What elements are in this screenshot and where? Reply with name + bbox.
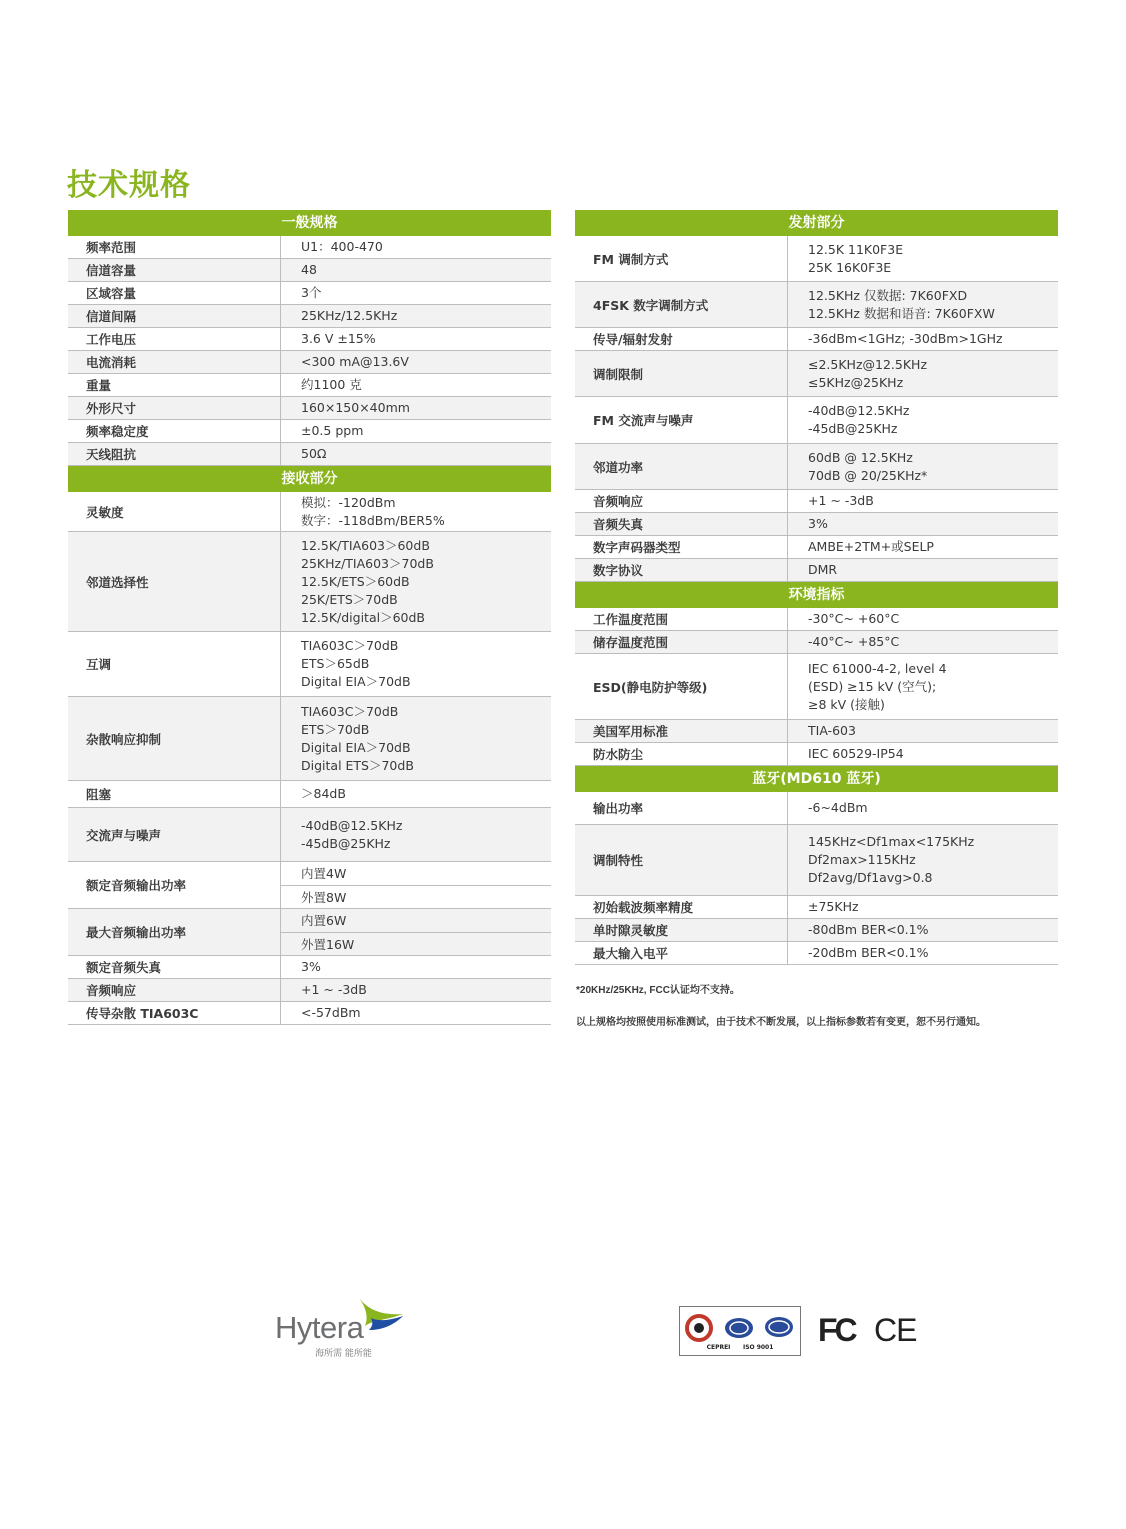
spec-value: [788, 654, 1058, 719]
spec-value: [281, 282, 551, 304]
ce-logo: CE: [874, 1312, 917, 1348]
spec-value-line: -20dBm BER<0.1%: [808, 945, 929, 960]
spec-value: [788, 631, 1058, 653]
spec-value-line: -45dB@25KHz: [808, 421, 898, 436]
spec-value-line: Digital EIA＞70dB: [301, 674, 411, 689]
spec-value-line: -40dB@12.5KHz: [301, 817, 403, 833]
spec-value: [281, 236, 551, 258]
spec-label: 灵敏度: [68, 492, 281, 531]
spec-row: [575, 743, 1058, 766]
spec-row: [68, 351, 551, 374]
spec-row: [68, 492, 551, 532]
spec-label: ESD(静电防护等级): [575, 654, 788, 719]
spec-value: [788, 351, 1058, 396]
fcc-logo: FC: [818, 1312, 855, 1348]
spec-label: 美国军用标准: [575, 720, 788, 742]
spec-row: [68, 282, 551, 305]
spec-value-line: 160×150×40mm: [301, 400, 410, 415]
spec-value-line: ＞84dB: [301, 786, 346, 801]
hytera-logo: [275, 1296, 415, 1360]
hytera-slogan: 海所需 能所能: [315, 1349, 372, 1359]
spec-value-line: ≤5KHz@25KHz: [808, 374, 904, 390]
spec-value-line: U1：400-470: [301, 239, 383, 254]
spec-value: [281, 956, 551, 978]
spec-value-line: ±75KHz: [808, 899, 859, 914]
spec-label: 4FSK 数字调制方式: [575, 282, 788, 327]
spec-value-line: Df2avg/Df1avg>0.8: [808, 870, 933, 885]
spec-label: 音频响应: [68, 979, 281, 1001]
spec-label: 交流声与噪声: [68, 808, 281, 861]
ceprei-icon: [684, 1313, 714, 1343]
spec-value-line: 25K/ETS＞70dB: [301, 591, 398, 607]
spec-value-line: -6~4dBm: [808, 800, 868, 815]
spec-value-line: 约1100 克: [301, 377, 362, 392]
spec-value: [281, 532, 551, 631]
spec-value-line: 3个: [301, 285, 322, 300]
spec-value: [788, 444, 1058, 489]
spec-value-line: <300 mA@13.6V: [301, 354, 409, 369]
spec-value-line: -30°C~ +60°C: [808, 611, 900, 626]
spec-row: [68, 397, 551, 420]
spec-label: 数字协议: [575, 559, 788, 581]
spec-value-line: 模拟：-120dBm: [301, 494, 396, 510]
spec-value-line: 3.6 V ±15%: [301, 331, 376, 346]
spec-label: 音频失真: [575, 513, 788, 535]
spec-value-line: 12.5K 11K0F3E: [808, 241, 904, 257]
spec-table: [575, 792, 1058, 965]
cnas-icon: [764, 1313, 794, 1343]
spec-value-line: ETS＞65dB: [301, 656, 370, 671]
spec-value-line: 25KHz/12.5KHz: [301, 308, 398, 323]
spec-value-line: ±0.5 ppm: [301, 423, 364, 438]
spec-value-line: Digital EIA＞70dB: [301, 739, 411, 755]
spec-value: [281, 862, 551, 908]
spec-row: [575, 654, 1058, 720]
spec-row: [68, 808, 551, 862]
spec-value-line: -36dBm<1GHz; -30dBm>1GHz: [808, 331, 1003, 346]
spec-value-line: Digital ETS＞70dB: [301, 757, 414, 773]
spec-row: [575, 282, 1058, 328]
spec-value: [281, 305, 551, 327]
spec-value-line: 12.5K/ETS＞60dB: [301, 573, 410, 589]
spec-row: [575, 328, 1058, 351]
spec-value: [788, 743, 1058, 765]
spec-row: [68, 305, 551, 328]
spec-label: 防水防尘: [575, 743, 788, 765]
disclaimer: 以上规格均按照使用标准测试，由于技术不断发展，以上指标参数若有变更，恕不另行通知。: [576, 1017, 986, 1028]
spec-value: [281, 492, 551, 531]
spec-label: 阻塞: [68, 781, 281, 807]
spec-row: [575, 896, 1058, 919]
spec-value-line: 70dB @ 20/25KHz*: [808, 467, 928, 483]
spec-value: [281, 351, 551, 373]
spec-label: 数字声码器类型: [575, 536, 788, 558]
spec-value-line: Df2max>115KHz: [808, 852, 916, 867]
spec-value: [281, 259, 551, 281]
spec-value: [788, 328, 1058, 350]
spec-row: [68, 781, 551, 808]
spec-label: 邻道选择性: [68, 532, 281, 631]
spec-value: [788, 792, 1058, 824]
spec-value-line: 12.5K/digital＞60dB: [301, 609, 426, 625]
section-header: 接收部分: [68, 466, 551, 492]
spec-label: 输出功率: [575, 792, 788, 824]
spec-row: [575, 490, 1058, 513]
spec-value-line: +1 ~ -3dB: [301, 982, 367, 997]
spec-value-line: +1 ~ -3dB: [808, 493, 874, 508]
spec-row: [575, 559, 1058, 582]
spec-row: [68, 632, 551, 697]
spec-value: [281, 781, 551, 807]
spec-value: [788, 282, 1058, 327]
spec-label: FM 交流声与噪声: [575, 397, 788, 443]
spec-label: 初始载波频率精度: [575, 896, 788, 918]
spec-row: [575, 720, 1058, 743]
section-header: 蓝牙(MD610 蓝牙): [575, 766, 1058, 792]
spec-value: [788, 919, 1058, 941]
footnote: *20KHz/25KHz, FCC认证均不支持。: [576, 985, 740, 996]
certification-marks: [679, 1306, 801, 1356]
spec-label: 音频响应: [575, 490, 788, 512]
spec-value-line: (ESD) ≥15 kV (空气);: [808, 678, 937, 694]
spec-label: 杂散响应抑制: [68, 697, 281, 780]
spec-value-line: ≥8 kV (接触): [808, 696, 885, 712]
spec-table: [575, 608, 1058, 766]
spec-value-line: 12.5KHz 数据和语音: 7K60FXW: [808, 305, 995, 321]
spec-value-line: DMR: [808, 562, 838, 577]
spec-row: [68, 328, 551, 351]
spec-row: [575, 631, 1058, 654]
spec-label: 额定音频失真: [68, 956, 281, 978]
spec-label: 储存温度范围: [575, 631, 788, 653]
spec-value: [281, 1002, 551, 1024]
spec-value-line: IEC 61000-4-2, level 4: [808, 660, 947, 676]
spec-row: [68, 909, 551, 956]
spec-label: 最大音频输出功率: [68, 909, 281, 955]
spec-row: [68, 443, 551, 466]
spec-value: [281, 397, 551, 419]
spec-value: [788, 720, 1058, 742]
spec-row: [68, 374, 551, 397]
spec-row: [68, 979, 551, 1002]
right-spec-column: [575, 210, 1058, 965]
spec-value-line: 外置16W: [281, 932, 551, 956]
spec-label: 传导/辐射发射: [575, 328, 788, 350]
spec-value-line: 12.5K/TIA603＞60dB: [301, 537, 430, 553]
spec-value-line: 3%: [301, 959, 321, 974]
spec-row: [575, 444, 1058, 490]
spec-row: [68, 1002, 551, 1025]
spec-value: [281, 632, 551, 696]
spec-value: [281, 909, 551, 955]
spec-label: 外形尺寸: [68, 397, 281, 419]
spec-value-line: 数字：-118dBm/BER5%: [301, 512, 445, 528]
left-spec-column: [68, 210, 551, 1025]
spec-row: [575, 608, 1058, 631]
spec-value: [788, 825, 1058, 895]
spec-row: [68, 420, 551, 443]
spec-label: 最大输入电平: [575, 942, 788, 964]
spec-value-line: 外置8W: [281, 885, 551, 909]
spec-label: 信道间隔: [68, 305, 281, 327]
spec-value: [281, 697, 551, 780]
spec-value-line: ETS＞70dB: [301, 721, 370, 737]
spec-label: 频率范围: [68, 236, 281, 258]
spec-row: [68, 259, 551, 282]
spec-label: 工作温度范围: [575, 608, 788, 630]
spec-value-line: <-57dBm: [301, 1005, 361, 1020]
iaf-icon: [724, 1313, 754, 1343]
spec-value-line: 25K 16K0F3E: [808, 259, 892, 275]
page-title: 技术规格: [67, 168, 191, 203]
spec-value: [788, 942, 1058, 964]
spec-row: [575, 792, 1058, 825]
spec-value: [281, 979, 551, 1001]
spec-value-line: 48: [301, 262, 317, 277]
spec-row: [68, 697, 551, 781]
spec-value-line: TIA603C＞70dB: [301, 703, 399, 719]
spec-row: [575, 942, 1058, 965]
spec-label: 工作电压: [68, 328, 281, 350]
spec-value: [281, 808, 551, 861]
spec-row: [68, 236, 551, 259]
spec-value: [281, 328, 551, 350]
spec-value: [788, 536, 1058, 558]
spec-row: [575, 236, 1058, 282]
spec-table: [68, 492, 551, 1025]
spec-value-line: AMBE+2TM+或SELP: [808, 539, 934, 554]
spec-value: [788, 397, 1058, 443]
spec-value-line: 50Ω: [301, 446, 327, 461]
spec-label: 频率稳定度: [68, 420, 281, 442]
spec-value-line: 12.5KHz 仅数据: 7K60FXD: [808, 287, 968, 303]
spec-label: 额定音频输出功率: [68, 862, 281, 908]
section-header: 一般规格: [68, 210, 551, 236]
cert-labels: [680, 1344, 800, 1351]
spec-label: 重量: [68, 374, 281, 396]
spec-value-line: 内置4W: [301, 865, 347, 881]
spec-row: [68, 532, 551, 632]
spec-value-line: 25KHz/TIA603＞70dB: [301, 555, 434, 571]
ceprei-label: CEPREI: [706, 1344, 731, 1351]
spec-value: [281, 420, 551, 442]
spec-label: 电流消耗: [68, 351, 281, 373]
spec-value-line: 145KHz<Df1max<175KHz: [808, 834, 975, 849]
spec-value: [281, 374, 551, 396]
spec-label: 天线阻抗: [68, 443, 281, 465]
spec-value-line: -40dB@12.5KHz: [808, 403, 910, 418]
spec-row: [575, 919, 1058, 942]
spec-value: [788, 490, 1058, 512]
spec-row: [575, 536, 1058, 559]
spec-value: [788, 896, 1058, 918]
spec-value-line: ≤2.5KHz@12.5KHz: [808, 356, 928, 372]
spec-table: [68, 236, 551, 466]
section-header: 发射部分: [575, 210, 1058, 236]
spec-row: [68, 862, 551, 909]
spec-value-line: TIA-603: [808, 723, 856, 738]
spec-value-line: TIA603C＞70dB: [301, 638, 399, 653]
spec-label: 单时隙灵敏度: [575, 919, 788, 941]
spec-value-line: 60dB @ 12.5KHz: [808, 449, 913, 465]
spec-value: [788, 608, 1058, 630]
spec-value-line: 内置6W: [301, 912, 347, 928]
spec-row: [575, 825, 1058, 896]
spec-value: [281, 443, 551, 465]
spec-value: [788, 559, 1058, 581]
spec-value: [788, 513, 1058, 535]
spec-row: [575, 397, 1058, 444]
hytera-swoosh-icon: [357, 1296, 405, 1336]
hytera-brand-text: Hytera: [275, 1310, 364, 1345]
spec-row: [68, 956, 551, 979]
spec-value-line: IEC 60529-IP54: [808, 746, 904, 761]
section-header: 环境指标: [575, 582, 1058, 608]
spec-label: 调制特性: [575, 825, 788, 895]
spec-label: 传导杂散 TIA603C: [68, 1002, 281, 1024]
spec-label: 调制限制: [575, 351, 788, 396]
spec-label: 信道容量: [68, 259, 281, 281]
spec-value-line: -80dBm BER<0.1%: [808, 922, 929, 937]
spec-value-line: -40°C~ +85°C: [808, 634, 900, 649]
spec-table: [575, 236, 1058, 582]
spec-label: 区域容量: [68, 282, 281, 304]
iso-label: ISO 9001: [742, 1344, 774, 1351]
spec-value: [788, 236, 1058, 281]
spec-label: FM 调制方式: [575, 236, 788, 281]
spec-label: 邻道功率: [575, 444, 788, 489]
spec-row: [575, 351, 1058, 397]
spec-value-line: 3%: [808, 516, 828, 531]
spec-label: 互调: [68, 632, 281, 696]
spec-value-line: -45dB@25KHz: [301, 835, 391, 851]
spec-row: [575, 513, 1058, 536]
